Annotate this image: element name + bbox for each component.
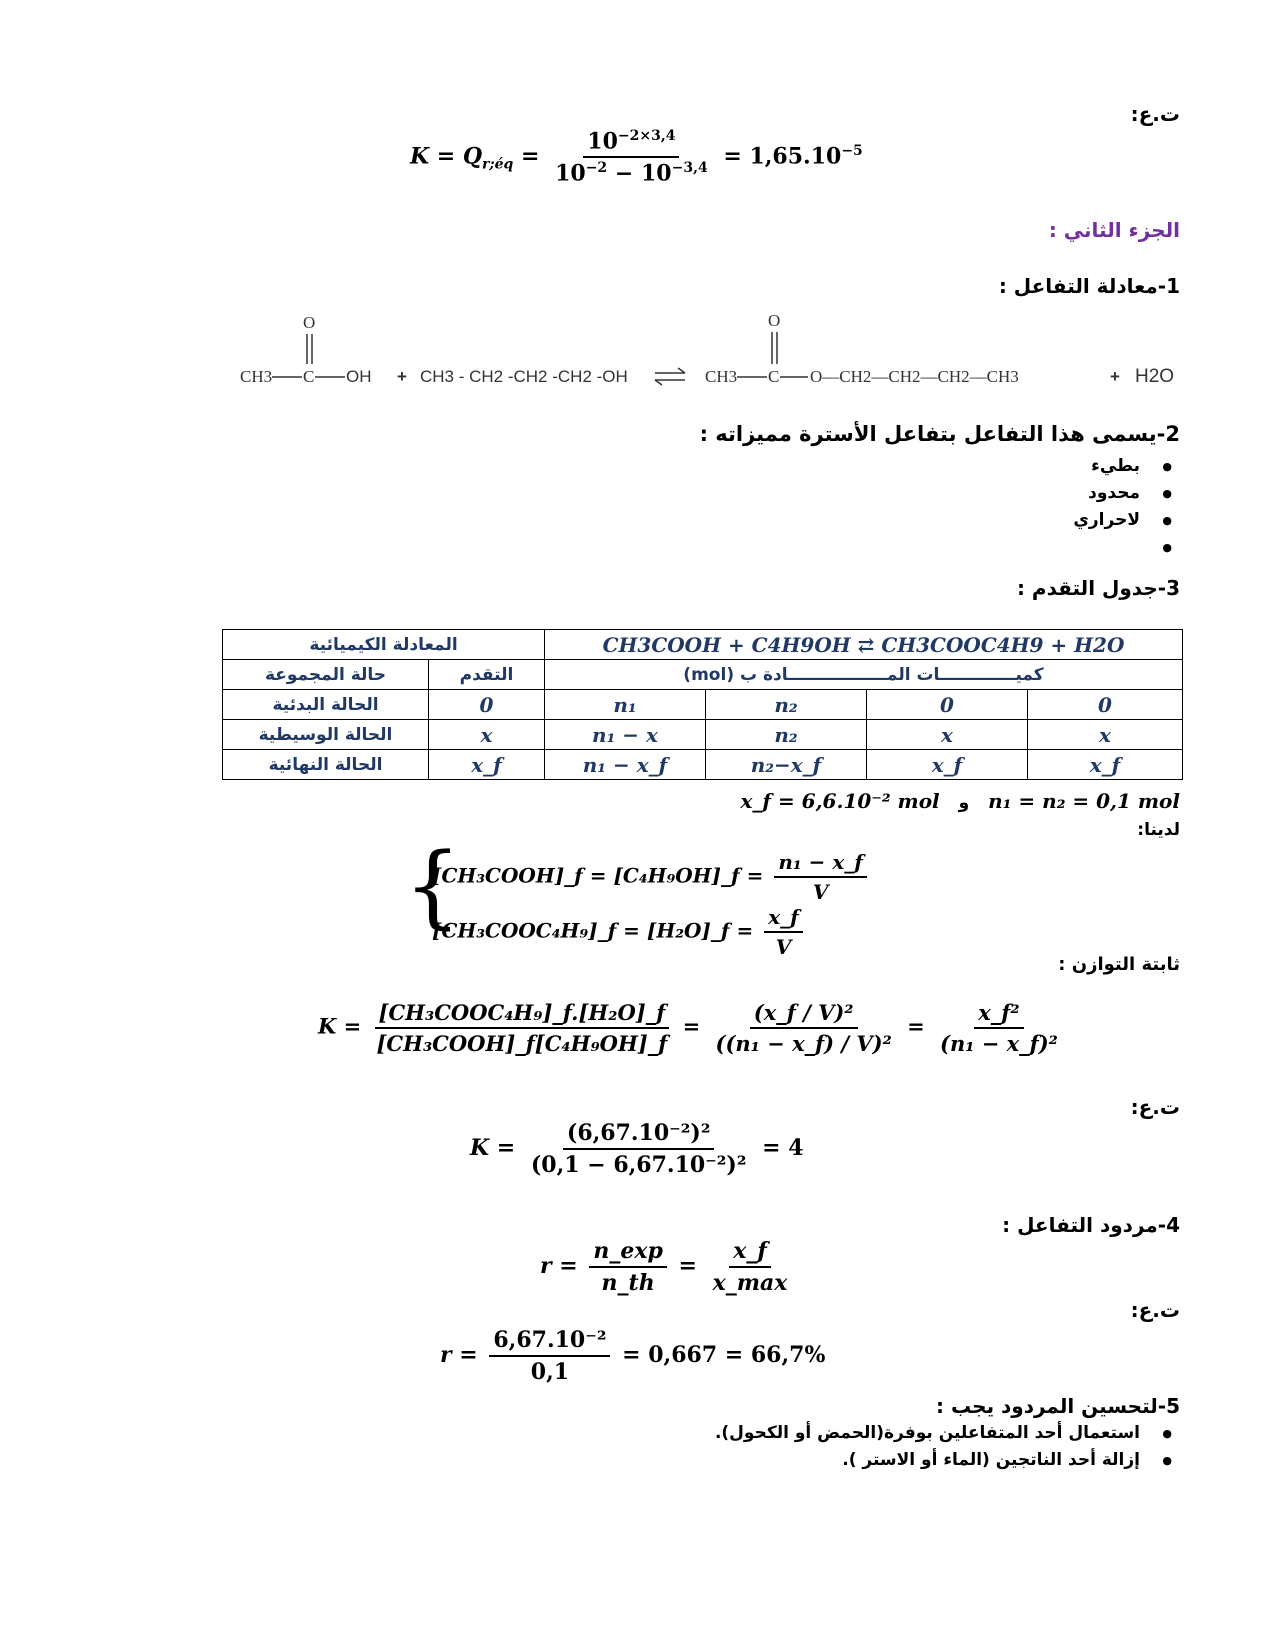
list-item: ● محدود	[880, 480, 1180, 507]
acid-o: O	[303, 314, 316, 332]
k-application: K = $\frac{\text{(6,67.10⁻²)²}}{\text{(0,1 − 6,67.10⁻²)²}}$ = 4	[470, 1120, 804, 1178]
list-item: ● استعمال أحد المتفاعلين بوفرة(الحمض أو الكحول).	[580, 1420, 1180, 1447]
alcohol-formula: CH3 - CH2 -CH2 -CH2 -OH	[420, 367, 628, 386]
concentration-2: [CH₃COOC₄H₉]_f = [H₂O]_f = $\frac{x\_f}{V}$	[432, 905, 807, 959]
table-cell: n₁ − x_f	[545, 750, 706, 780]
application-label-1: ت.ع:	[1130, 102, 1180, 126]
q5-title: 5-لتحسين المردود يجب :	[936, 1394, 1180, 1418]
yield-application: r = $\frac{\text{6,67.10⁻²}}{0,1}$ = 0,667 = 66,7%	[440, 1327, 826, 1385]
acid-oh: OH	[346, 367, 372, 386]
table-row	[223, 630, 1183, 660]
list-item: ● لاحراري	[880, 507, 1180, 534]
q2-title: 2-يسمى هذا التفاعل بتفاعل الأسترة مميزاته :	[699, 422, 1180, 446]
table-cell: 0	[867, 690, 1028, 720]
table-cell: x	[429, 720, 545, 750]
yield-formula: r = $\frac{n\_\exp}{n\_th}$ = $\frac{x\_f}{x\_\max}$	[540, 1238, 788, 1296]
application-label-2: ت.ع:	[1130, 1095, 1180, 1119]
table-cell: x_f	[867, 750, 1028, 780]
quantities-label-cell: كميـــــــــــــات المـــــــــــــــــادة ب (mol)	[545, 660, 1183, 690]
k-part1-lhs: K = Q	[410, 143, 483, 170]
list-item: ● بطيء	[880, 453, 1180, 480]
k-label: ثابتة التوازن :	[1058, 954, 1180, 975]
concentration-1: [CH₃COOH]_f = [C₄H₉OH]_f = $\frac{\text{n₁ − x\_f}}{V}$	[432, 850, 871, 904]
table-cell: الحالة النهائية	[223, 750, 429, 780]
ester-chain: O—CH2—CH2—CH2—CH3	[810, 367, 1019, 386]
list-item	[880, 534, 1180, 561]
table-cell: n₂	[706, 690, 867, 720]
table-cell: x	[1028, 720, 1183, 750]
table-cell: x_f	[429, 750, 545, 780]
table-row	[223, 750, 1183, 780]
we-have-label: لدينا:	[1137, 820, 1180, 840]
table-row	[223, 720, 1183, 750]
k-part1-result: = 1,65.10	[723, 143, 842, 170]
table-cell: الحالة البدئية	[223, 690, 429, 720]
water-formula: H2O	[1135, 366, 1175, 387]
table-cell: الحالة الوسيطية	[223, 720, 429, 750]
plus-2: +	[1110, 367, 1120, 386]
table-cell: n₁	[545, 690, 706, 720]
application-label-3: ت.ع:	[1130, 1298, 1180, 1322]
equation-cell: CH3COOH + C4H9OH ⇄ CH3COOC4H9 + H2O	[545, 630, 1183, 660]
q5-list	[580, 1420, 1180, 1474]
q1-title: 1-معادلة التفاعل :	[998, 274, 1180, 298]
table-cell: n₁ − x	[545, 720, 706, 750]
k-expression: K = $\frac{\text{[CH₃COOC₄H₉]\_f.[H₂O]\_f}}{\text{[CH₃COOH]\_f[C₄H₉OH]\_f}}$ = $\frac{\text{(x\_f / V)²}}{\text{((n₁ − x\_f) / V)²}}$ = $\frac{\text{x\_f²}}{\text{(n₁ − x\_f)²}}$	[318, 1000, 1058, 1056]
acid-c: C	[303, 367, 315, 386]
ester-ch3: CH3	[705, 367, 738, 386]
advance-label-cell: التقدم	[429, 660, 545, 690]
table-cell: 0	[429, 690, 545, 720]
part2-title: الجزء الثاني :	[1048, 218, 1180, 242]
ester-c: C	[768, 367, 780, 386]
k-part1-equation: $K = Q_{r;éq}$ = $\frac{10^{-2\times 3,4}}{10^{-2} - 10^{-3,4}}$ = $1,65.10^{-5}$	[410, 128, 863, 187]
table-cell: n₂−x_f	[706, 750, 867, 780]
table-cell: n₂	[706, 720, 867, 750]
plus-1: +	[397, 367, 407, 386]
state-label-cell: حالة المجموعة	[223, 660, 429, 690]
table-cell: x	[867, 720, 1028, 750]
table-cell: x_f	[1028, 750, 1183, 780]
q4-title: 4-مردود التفاعل :	[1002, 1213, 1180, 1237]
ester-o: O	[768, 314, 781, 330]
esterification-equation	[240, 314, 1190, 394]
table-cell: 0	[1028, 690, 1183, 720]
q2-list	[880, 453, 1180, 561]
k-part1-fraction: $\frac{10^{-2\times 3,4}}{10^{-2} - 10^{-3,4}}$	[555, 128, 708, 187]
table-row	[223, 660, 1183, 690]
acid-ch3: CH3	[240, 367, 273, 386]
list-item: ● إزالة أحد الناتجين (الماء أو الاستر ).	[580, 1447, 1180, 1474]
table-row	[223, 690, 1183, 720]
eq-label-cell: المعادلة الكيميائية	[223, 630, 545, 660]
given-values: x_f = 6,6.10⁻² mol و n₁ = n₂ = 0,1 mol	[740, 789, 1180, 813]
advancement-table	[222, 629, 1183, 780]
q3-title: 3-جدول التقدم :	[1016, 576, 1180, 600]
